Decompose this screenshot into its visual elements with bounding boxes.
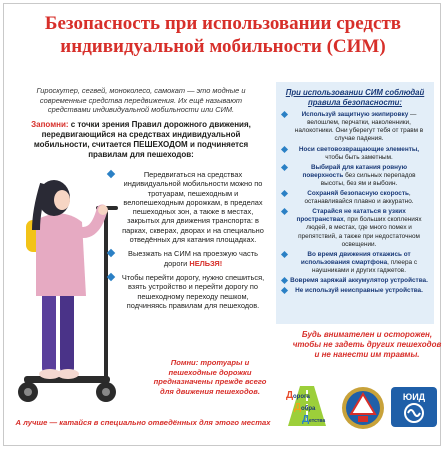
logo-letter: Д xyxy=(294,402,302,413)
rule-rest: , при больших скоплениях людей, в местах, где много помех и препятствий, а также при недостаточном освещении. xyxy=(298,216,422,248)
yuid-logo xyxy=(390,386,438,428)
intro-text: Гироскутер, сегвей, моноколесо, самокат — это модные и современные средства передвижения. Их ещё называют средствами индивидуальной мобильности или СИМ. xyxy=(36,86,246,115)
yuid-label: ЮИД xyxy=(402,392,426,402)
rules-list xyxy=(108,170,268,315)
diamond-bullet-icon xyxy=(281,251,288,258)
list-item xyxy=(282,251,428,275)
page-title xyxy=(0,12,446,58)
list-item xyxy=(282,164,428,188)
gibdd-emblem-logo xyxy=(340,384,386,432)
logo-word: етства xyxy=(309,418,326,424)
rule-rest: без сильных перепадов высоты, без ям и выбоин. xyxy=(320,171,416,187)
list-item xyxy=(108,249,268,268)
face xyxy=(54,190,70,210)
diamond-bullet-icon xyxy=(107,273,115,281)
rule-rest: , останавливайся плавно и аккуратно. xyxy=(304,190,414,206)
rule-bold: Не используй неисправные устройства. xyxy=(295,287,423,295)
rule-text: Чтобы перейти дорогу, нужно спешиться, взять устройство и перейти дорогу по пешеходному переходу пешком, подчиняясь правилам для пешеходов. xyxy=(121,272,265,310)
remember-block xyxy=(16,120,266,160)
rule-bold: Носи световозвращающие элементы, xyxy=(298,145,420,153)
rule-bold: Вовремя заряжай аккумулятор устройства. xyxy=(290,276,428,284)
title-line-2: индивидуальной мобильности (СИМ) xyxy=(60,36,386,57)
jacket xyxy=(36,213,86,296)
rule-bold: Сохраняй безопасную скорость xyxy=(307,190,409,198)
diamond-bullet-icon xyxy=(281,164,288,171)
logo-letter: Д xyxy=(302,414,310,425)
rule-text: Передвигаться на средствах индивидуальной мобильности можно по тротуарам, пешеходным и велопешеходным дорожкам, в пределах пешеходных зон, а также в местах, закрытых для движения транспорта: в парках, скверах, дворах и на специально отведённых для катания площадках. xyxy=(122,170,264,245)
logo-letter: Д xyxy=(286,390,294,401)
diamond-bullet-icon xyxy=(281,190,288,197)
diamond-bullet-icon xyxy=(281,287,288,294)
remember-keyword: Запомни: xyxy=(31,120,69,129)
safety-panel-title: При использовании СИМ соблюдай правила безопасности: xyxy=(285,88,425,107)
safety-rules-list xyxy=(276,111,434,295)
title-line-1: Безопасность при использовании средств xyxy=(44,13,402,34)
rule-bold: Выбирай для катания ровную поверхность xyxy=(302,163,408,179)
diamond-bullet-icon xyxy=(281,208,288,215)
list-item xyxy=(282,111,428,143)
logo-word: орога xyxy=(293,394,310,400)
remember-text: с точки зрения Правил дорожного движения, передвигающийся на средствах индивидуальной мобильности, считается ПЕШЕХОДОМ и подчиняется правилам для пешеходов: xyxy=(33,120,251,159)
list-item xyxy=(108,170,268,244)
list-item xyxy=(282,190,428,206)
doroga-dobra-detstva-logo xyxy=(282,382,332,428)
be-careful-note: Будь внимателен и осторожен, чтобы не задеть других пешеходов и не нанести им травмы. xyxy=(292,330,442,359)
list-item xyxy=(282,277,428,285)
list-item xyxy=(282,208,428,248)
diamond-bullet-icon xyxy=(281,146,288,153)
rule-bold: Используй защитную экипировку xyxy=(301,111,409,119)
bottom-note: А лучше — катайся в специально отведённых для этого местах xyxy=(15,418,271,427)
logo-word: обра xyxy=(301,406,316,412)
leg-left xyxy=(42,290,56,374)
rule-rest: чтобы быть заметным. xyxy=(325,153,393,161)
rule-bold: Старайся не кататься в узких пространствах xyxy=(296,208,406,224)
diamond-bullet-icon xyxy=(281,111,288,118)
list-item xyxy=(108,273,268,310)
list-item xyxy=(282,287,428,295)
rule-bold: Во время движения откажись от использования смартфона xyxy=(300,250,411,266)
diamond-bullet-icon xyxy=(107,249,115,257)
leg-right xyxy=(60,290,74,374)
safety-rules-panel xyxy=(276,82,434,324)
rule-emphasis: НЕЛЬЗЯ! xyxy=(189,258,223,268)
list-item xyxy=(282,146,428,162)
rule-rest: — велошлем, перчатки, наколенники, налокотники. Они уберегут тебя от травм в случае падения. xyxy=(294,111,424,143)
rule-text: Выезжать на СИМ на проезжую часть дороги xyxy=(128,249,258,268)
remember-sidewalk-note: Помни: тротуары и пешеходные дорожки предназначены прежде всего для движения пешеходов. xyxy=(153,358,267,396)
diamond-bullet-icon xyxy=(281,277,288,284)
diamond-bullet-icon xyxy=(107,170,115,178)
rule-rest: , плеера с наушниками и других гаджетов. xyxy=(312,258,418,274)
